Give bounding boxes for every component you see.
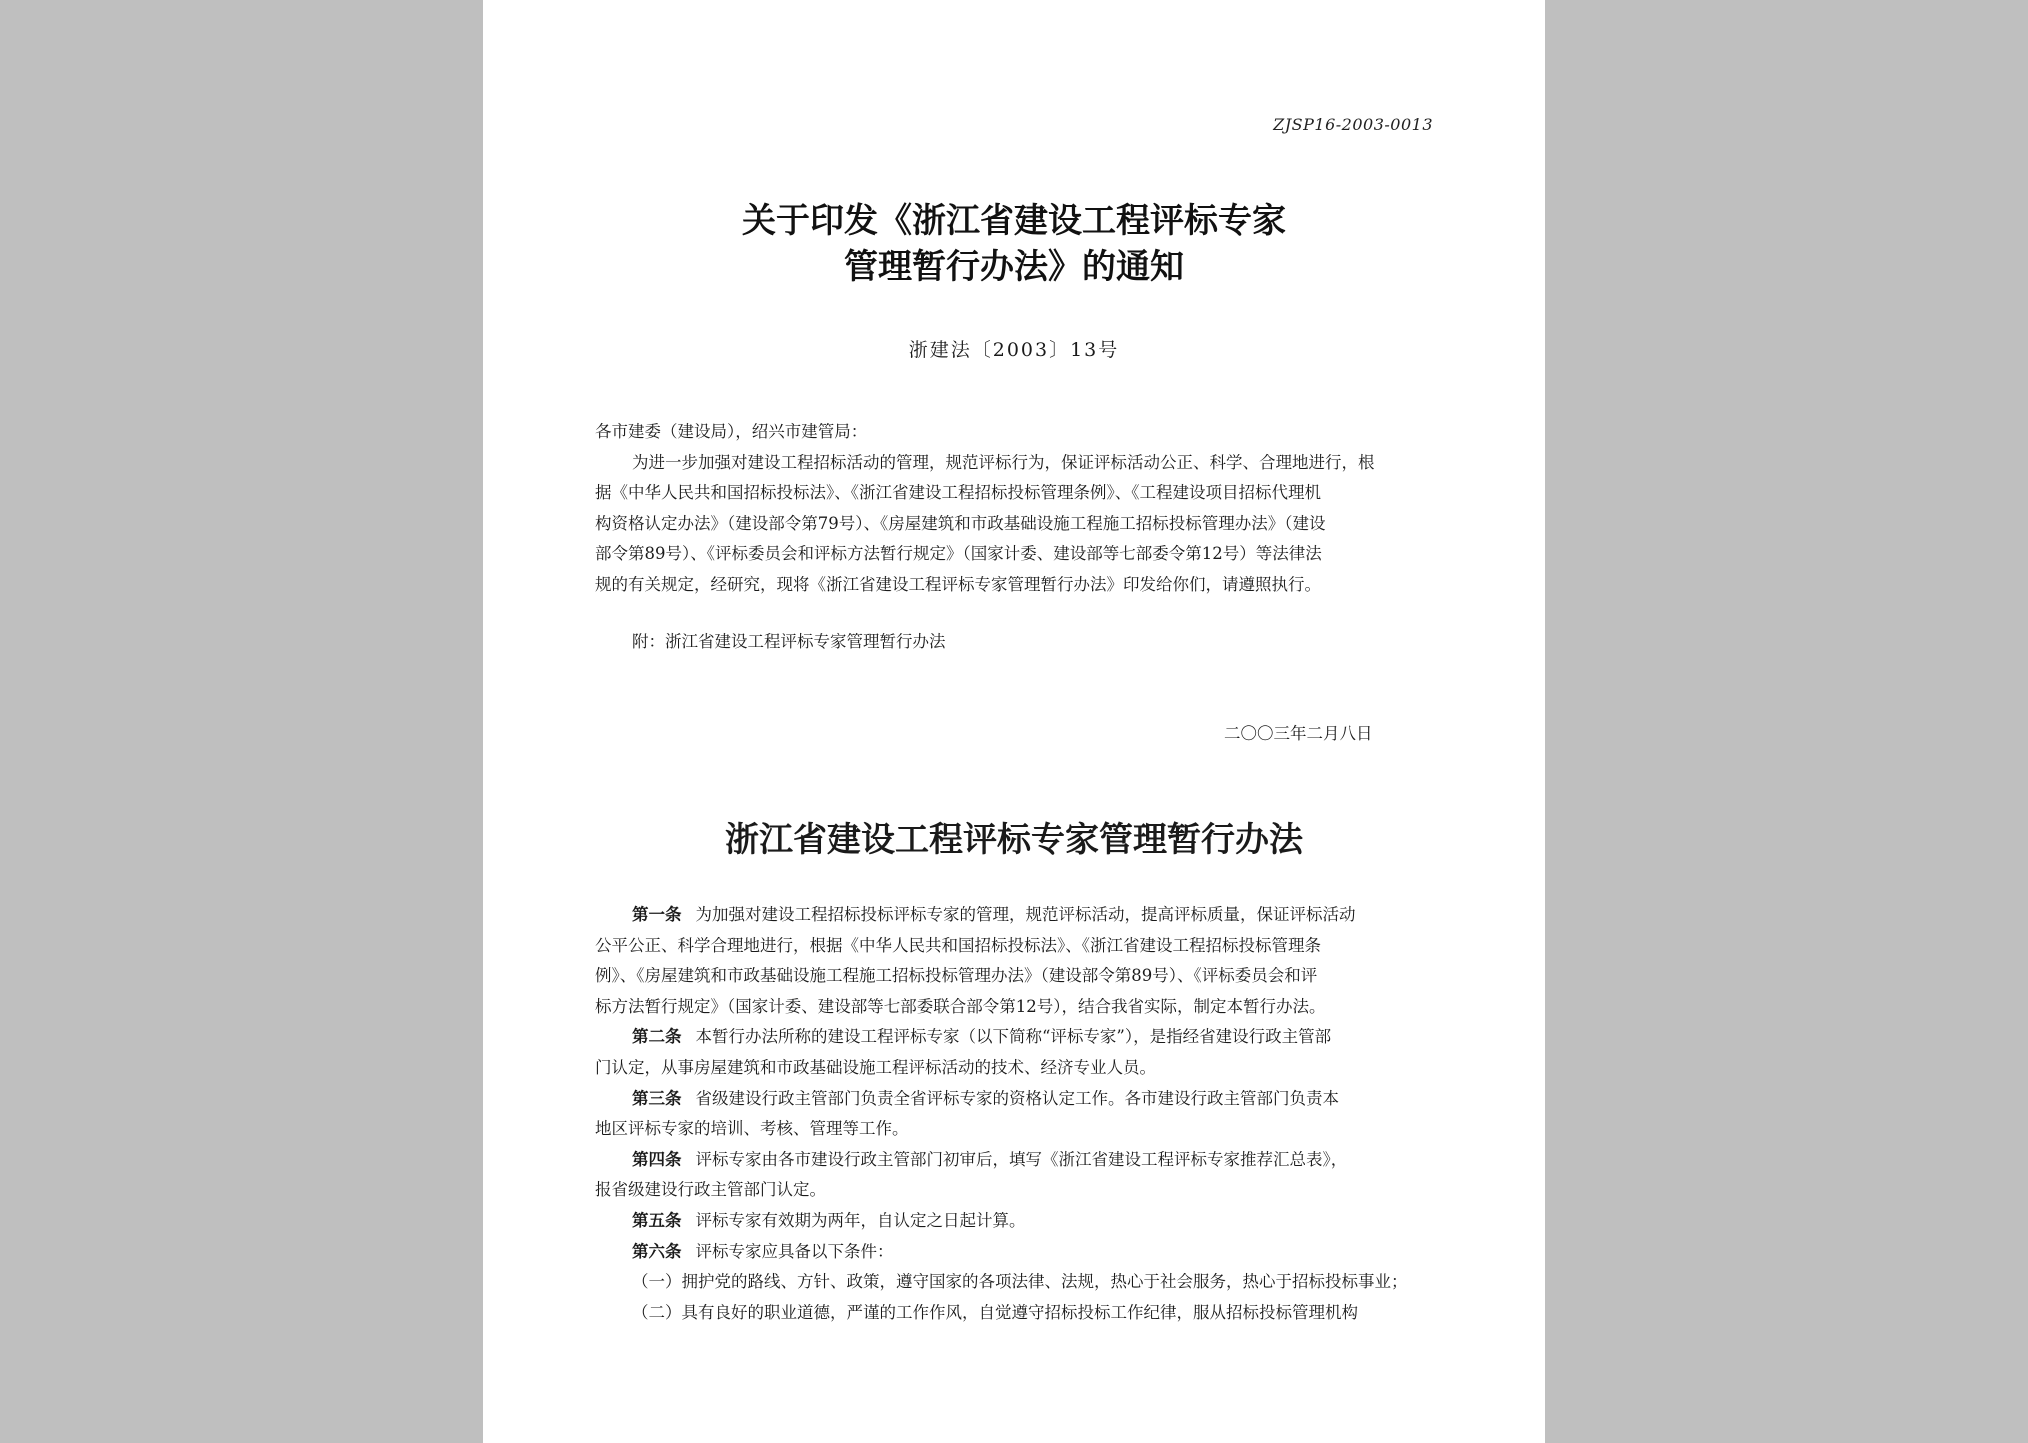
article-label: 第六条 [632,1241,682,1261]
condition-2: （二）具有良好的职业道德，严谨的工作作风，自觉遵守招标投标工作纪律，服从招标投标管理机构 [632,1302,1358,1322]
notice-title-line-2: 管理暂行办法》的通知 [844,247,1184,287]
notice-paragraph-line: 部令第89号）、《评标委员会和评标方法暂行规定》（国家计委、建设部等七部委令第12号）等法律法 [595,544,1322,564]
document-number: 浙建法〔2003〕13号 [908,339,1120,361]
article-text: 评标专家应具备以下条件： [695,1241,894,1261]
article-5 [595,1206,1435,1237]
article-line: 公平公正、科学合理地进行，根据《中华人民共和国招标投标法》、《浙江省建设工程招标投标管理条 [595,935,1321,955]
article-line: 标方法暂行规定》（国家计委、建设部等七部委联合部令第12号），结合我省实际，制定本暂行办法。 [595,996,1326,1016]
article-text: 本暂行办法所称的建设工程评标专家（以下简称“评标专家”），是指经省建设行政主管部 [695,1027,1332,1047]
article-1 [595,900,1435,931]
document-code: ZJSP16-2003-0013 [1273,115,1433,134]
article-text: 评标专家有效期为两年，自认定之日起计算。 [695,1210,1026,1230]
notice-paragraph-line: 据《中华人民共和国招标投标法》、《浙江省建设工程招标投标管理条例》、《工程建设项目招标代理机 [595,483,1321,503]
notice-paragraph-line: 构资格认定办法》（建设部令第79号）、《房屋建筑和市政基础设施工程施工招标投标管理办法》（建设 [595,513,1326,533]
article-line: 报省级建设行政主管部门认定。 [595,1180,826,1200]
notice-title [483,198,1545,290]
attachment-note: 附：浙江省建设工程评标专家管理暂行办法 [632,632,946,651]
article-label: 第一条 [632,905,682,924]
notice-title-line-1: 关于印发《浙江省建设工程评标专家 [742,201,1286,241]
article-2 [595,1022,1435,1053]
salutation: 各市建委（建设局），绍兴市建管局： [595,422,868,441]
notice-paragraph-line: 为进一步加强对建设工程招标活动的管理，规范评标行为，保证评标活动公正、科学、合理地进行，根 [632,452,1375,472]
regulation-articles [595,900,1435,1328]
article-label: 第三条 [632,1088,682,1108]
issue-date: 二〇〇三年二月八日 [1224,724,1373,743]
article-text: 评标专家由各市建设行政主管部门初审后，填写《浙江省建设工程评标专家推荐汇总表》， [695,1149,1348,1169]
article-3 [595,1084,1435,1115]
article-label: 第四条 [632,1149,682,1169]
notice-paragraph-line: 规的有关规定，经研究，现将《浙江省建设工程评标专家管理暂行办法》印发给你们，请遵照执行。 [595,574,1321,594]
article-line: 门认定，从事房屋建筑和市政基础设施工程评标活动的技术、经济专业人员。 [595,1057,1156,1077]
article-label: 第二条 [632,1027,682,1047]
regulation-title: 浙江省建设工程评标专家管理暂行办法 [725,820,1303,860]
article-text: 省级建设行政主管部门负责全省评标专家的资格认定工作。各市建设行政主管部门负责本 [695,1088,1339,1108]
article-line: 地区评标专家的培训、考核、管理等工作。 [595,1119,909,1139]
condition-1: （一）拥护党的路线、方针、政策，遵守国家的各项法律、法规，热心于社会服务，热心于招标投标事业； [632,1272,1408,1292]
notice-body [595,417,1435,601]
document-page [483,0,1545,1443]
article-line: 例》、《房屋建筑和市政基础设施工程施工招标投标管理办法》（建设部令第89号）、《评标委员会和评 [595,966,1318,986]
article-text: 为加强对建设工程招标投标评标专家的管理，规范评标活动，提高评标质量，保证评标活动 [695,905,1356,924]
article-6 [595,1237,1435,1268]
article-4 [595,1145,1435,1176]
article-label: 第五条 [632,1210,682,1230]
